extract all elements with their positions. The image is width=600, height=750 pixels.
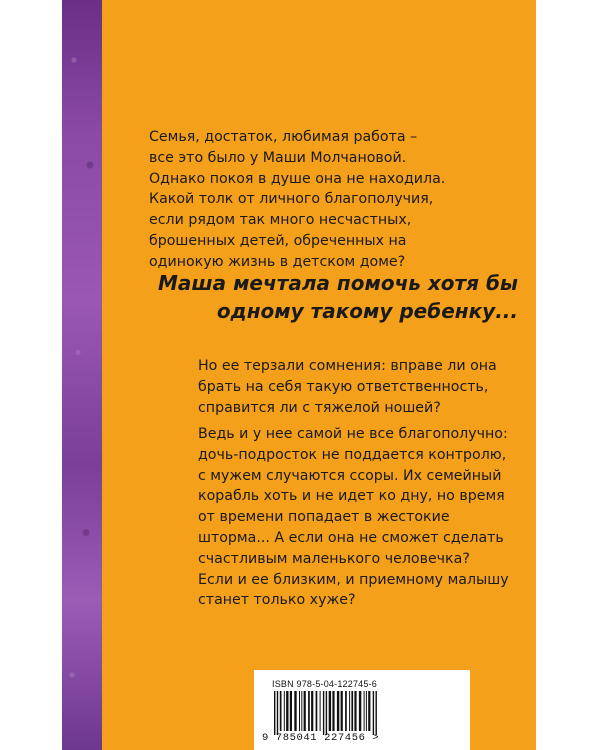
headline: Маша мечтала помочь хотя бы одному такому ребенку... (157, 271, 518, 323)
barcode-digits: 9 785041 227456 > (262, 732, 380, 744)
barcode-bar (308, 691, 310, 731)
barcode-bar (364, 691, 365, 731)
barcode-bar (316, 691, 318, 731)
barcode-bar (349, 691, 350, 731)
barcode-bars (272, 691, 452, 735)
isbn-label: ISBN 978-5-04-122745-6 (272, 679, 377, 689)
barcode-bar (299, 691, 300, 731)
barcode-bar (323, 691, 324, 735)
barcode-bar (337, 691, 339, 731)
intro-paragraph: Семья, достаток, любимая работа – все это было у Маши Молчановой. Однако покоя в душе она не находила. Какой толк от личного благополучия, если рядом так много несчастных, брошенных детей, обреченных на одинокую жизнь в детском доме? (149, 129, 446, 270)
barcode-bar (320, 691, 321, 731)
barcode-bar (345, 691, 347, 731)
family-paragraph: Ведь и у нее самой не все благополучно: дочь-подросток не поддается контролю, с мужем случаются ссоры. Их семейный корабль хоть и не идет ко дну, но время от времени попадает в жестокие шторма... А если она не сможет сделать счастливым маленького человечка? Если и ее близким, и приемному малышу станет только хуже? (198, 426, 509, 609)
barcode-bar (286, 691, 288, 731)
barcode-bar (304, 691, 306, 731)
barcode-bar (368, 691, 370, 731)
barcode-bar (366, 691, 367, 731)
barcode-bar (332, 691, 334, 731)
barcode-bar (326, 691, 327, 735)
barcode-bar (354, 691, 356, 731)
doubt-paragraph: Но ее терзали сомнения: вправе ли она брать на себя такую ответственность, справится ли с тяжелой ношей? (198, 358, 497, 416)
barcode-bar (280, 691, 282, 731)
barcode-bar (376, 691, 377, 735)
spine-texture (62, 0, 102, 750)
barcode-bar (359, 691, 361, 731)
barcode-bar (284, 691, 285, 731)
barcode-bar (294, 691, 296, 731)
barcode-bar (290, 691, 292, 731)
barcode-bar (351, 691, 353, 731)
barcode-bar (277, 691, 278, 735)
barcode-bar (373, 691, 374, 735)
barcode-bar (329, 691, 331, 731)
barcode-bar (341, 691, 343, 731)
barcode-bar (274, 691, 275, 735)
barcode-bar (311, 691, 313, 731)
barcode-bar (301, 691, 302, 731)
